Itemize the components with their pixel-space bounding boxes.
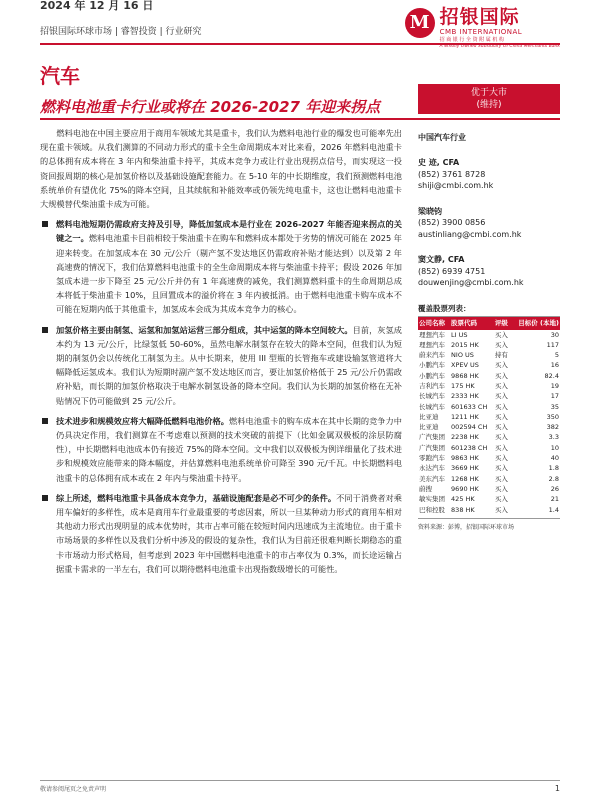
table-cell: 比亚迪 xyxy=(419,412,439,421)
table-cell: 16 xyxy=(550,361,559,370)
analyst-phone: (852) 3761 8728 xyxy=(418,169,486,179)
table-cell: 永达汽车 xyxy=(419,464,445,473)
table-cell: 1.4 xyxy=(548,505,559,514)
table-cell: 26 xyxy=(550,484,559,493)
report-title: 燃料电池重卡行业或将在 2026-2027 年迎来拐点 xyxy=(40,98,381,116)
footer-divider xyxy=(40,780,560,781)
table-header-row xyxy=(418,317,560,330)
table-row xyxy=(418,350,560,360)
table-row xyxy=(418,484,560,494)
table-cell: 买入 xyxy=(494,402,508,411)
table-cell: 002594 CH xyxy=(451,423,488,432)
table-cell: 350 xyxy=(546,412,559,421)
table-cell: 17 xyxy=(550,392,559,401)
table-cell: 5 xyxy=(554,351,559,360)
logo-icon: M xyxy=(405,8,435,38)
table-row xyxy=(418,463,560,473)
table-row xyxy=(418,330,560,340)
table-row xyxy=(418,402,560,412)
table-header-cell: 目标价 (本地) xyxy=(511,317,560,330)
square-bullet-icon xyxy=(42,495,48,501)
table-cell: 比亚迪 xyxy=(419,423,439,432)
table-cell: 长城汽车 xyxy=(419,402,445,411)
table-cell: 21 xyxy=(550,495,559,504)
rating-label: 优于大市 xyxy=(470,88,507,98)
table-cell: 3.3 xyxy=(548,433,559,442)
table-cell: NIO US xyxy=(451,351,474,360)
table-row xyxy=(418,453,560,463)
table-row xyxy=(418,391,560,401)
table-cell: 买入 xyxy=(494,340,508,349)
bullet-body: 燃料电池重卡目前相较于柴油重卡在购车和燃料成本都处于劣势的情况可能在 2025 年迎来转变。在加氢成本在 30 元/公斤（剔产氢不发达地区仍需政府补贴才能达到）以及第 2 年高速费的情况下，我们估算燃料电池重卡的全生命周期成本将与柴油重卡持平；假设 2026 年加氢成本进一步下降至 25 元/公斤并仍有 1 年高速费的减免，我们测算燃料重卡的生命周期总成本将低于柴油重卡 10%，且回置成本的溢价将在 3 年内被抵消。由于燃料电池重卡购车成本不可能在短期内低于其他重卡，加氢成本会成为其成本竞争力的核心。 xyxy=(56,233,402,315)
table-cell: LI US xyxy=(451,330,468,339)
table-cell: 吉利汽车 xyxy=(419,381,445,390)
table-cell: XPEV US xyxy=(451,361,479,370)
bullet-lead: 加氢价格主要由制氢、运氢和加氢站运营三部分组成，其中运氢的降本空间较大。 xyxy=(56,324,353,335)
sidebar xyxy=(418,84,560,531)
table-cell: 买入 xyxy=(494,433,508,442)
table-cell: 买入 xyxy=(494,423,508,432)
table-cell: 40 xyxy=(550,454,559,463)
section-title: 汽车 xyxy=(40,64,80,88)
table-cell: 82.4 xyxy=(544,371,559,380)
table-source: 资料来源：彭博，招银国际环球市场 xyxy=(418,518,560,531)
analyst-block xyxy=(418,254,560,289)
bullet-item xyxy=(40,491,402,576)
table-cell: 1.8 xyxy=(548,464,559,473)
table-cell: 敏实集团 xyxy=(419,495,445,504)
table-cell: 3669 HK xyxy=(451,464,479,473)
bullet-lead: 技术进步和规模效应将大幅降低燃料电池价格。 xyxy=(56,415,230,426)
table-cell: 175 HK xyxy=(451,381,475,390)
table-cell: 买入 xyxy=(494,495,508,504)
report-date: 2024 年 12 月 16 日 xyxy=(40,0,154,12)
table-row xyxy=(418,432,560,442)
table-cell: 长城汽车 xyxy=(419,392,445,401)
footer-disclaimer: 敬请参阅尾页之免责声明 xyxy=(40,786,107,793)
table-cell: 理想汽车 xyxy=(419,330,445,339)
table-cell: 蔚来汽车 xyxy=(419,351,445,360)
bullet-item xyxy=(40,323,402,408)
table-cell: 382 xyxy=(546,423,559,432)
table-cell: 838 HK xyxy=(451,505,475,514)
table-cell: 19 xyxy=(550,381,559,390)
bullet-body: 目前，灰氢成本约为 13 元/公斤，比绿氢低 50-60%，虽然电解水制氢存在较大的降本空间，但我们认为短期的制氢仍会以传统化工制氢为主。从中长期来，使用 III 型瓶的长管拖车或建设输氢管道将大幅降低运氢成本。我们认为短期时副产氢不发达地区而言，要让加氢价格低于 25 元/公斤仍需政府补贴，而长期的加氢价格取决于电解水制氢设备的降本空间。我们认为长期的加氢价格在无补贴情况下仍可能做到 25 元/公斤。 xyxy=(56,324,402,406)
table-cell: 601633 CH xyxy=(451,402,488,411)
table-cell: 买入 xyxy=(494,381,508,390)
square-bullet-icon xyxy=(42,221,48,227)
analyst-name: 梁晓钧 xyxy=(418,206,442,216)
analyst-email[interactable]: austinliang@cmbi.com.hk xyxy=(418,229,522,239)
bullet-body: 燃料电池重卡的购车成本在其中长期的竞争力中仍具决定作用，我们测算在不考虑难以预测的技术突破的前提下（比如金属双极板的涂层防腐性），中长期燃料电池成本仍有接近 75%的降本空间。文中我们以双极板为例详细量化了技术进步和规模效应能带来的降本幅度，并估算燃料电池系统单价可降至 390 元/千瓦。中长期燃料电池重卡的总体拥有成本或在 2 年内与柴油重卡持平。 xyxy=(56,415,402,483)
table-cell: 2333 HK xyxy=(451,392,479,401)
table-cell: 1268 HK xyxy=(451,474,479,483)
bullet-lead: 燃料电池短期仍需政府支持及引导，降低加氢成本是行业在 2026-2027 年能否迎来拐点的关键之一。 xyxy=(56,219,402,244)
table-header-cell: 公司名称 xyxy=(418,317,450,330)
table-row xyxy=(418,381,560,391)
table-cell: 理想汽车 xyxy=(419,340,445,349)
table-cell: 2015 HK xyxy=(451,340,479,349)
table-cell: 9690 HK xyxy=(451,484,479,493)
table-cell: 买入 xyxy=(494,412,508,421)
table-cell: 买入 xyxy=(494,474,508,483)
table-cell: 美东汽车 xyxy=(419,474,445,483)
table-cell: 持有 xyxy=(494,351,508,360)
table-cell: 601238 CH xyxy=(451,443,488,452)
bullet-body: 不同于消费者对乘用车偏好的多样性，成本是商用车行业最重要的考虑因素，所以一旦某种动力形式的商用车相对其他动力形式出现明显的成本优势时，其市占率可能在较短时间内迅速成为主流地位。由于重卡市场场景的多样性以及我们分析中涉及的假设的复杂性，我们认为目前还很难判断长期稳态的重卡市场动力形式格局，但考虑到 2023 年中国燃料电池重卡的市占率仅为 0.3%，而长途运输占据重卡需求的一半左右，我们可以期待燃料电池重卡出现指数级增长的可能性。 xyxy=(56,492,402,574)
table-row xyxy=(418,412,560,422)
table-cell: 零跑汽车 xyxy=(419,454,445,463)
table-cell: 买入 xyxy=(494,361,508,370)
table-cell: 小鹏汽车 xyxy=(419,361,445,370)
analyst-name: 史 迹, CFA xyxy=(418,158,460,167)
table-row xyxy=(418,371,560,381)
analyst-phone: (852) 6939 4751 xyxy=(418,266,486,276)
rating-badge xyxy=(418,84,560,114)
table-cell: 广汽集团 xyxy=(419,443,445,452)
bullet-item xyxy=(40,217,402,316)
main-body xyxy=(40,126,402,580)
table-cell: 425 HK xyxy=(451,495,475,504)
logo-tagline: A Wholly Owned Subsidiary Of China Merchants Bank xyxy=(439,44,560,49)
table-cell: 买入 xyxy=(494,443,508,452)
analyst-name: 窦文静, CFA xyxy=(418,255,465,264)
table-cell: 买入 xyxy=(494,392,508,401)
page-number: 1 xyxy=(554,784,560,793)
analyst-phone: (852) 3900 0856 xyxy=(418,218,486,227)
table-row xyxy=(418,505,560,515)
bullet-item xyxy=(40,414,402,485)
rating-sub: (维持) xyxy=(476,100,502,110)
table-header-cell: 股票代码 xyxy=(450,317,494,330)
table-cell: 9868 HK xyxy=(451,371,479,380)
table-cell: 小鹏汽车 xyxy=(419,371,445,380)
analyst-block xyxy=(418,206,560,241)
analyst-email[interactable]: shiji@cmbi.com.hk xyxy=(418,181,494,190)
table-row xyxy=(418,474,560,484)
table-cell: 10 xyxy=(550,443,559,452)
bullet-lead: 综上所述，燃料电池重卡具备成本竞争力，基础设施配套是必不可少的条件。 xyxy=(56,492,337,503)
table-cell: 买入 xyxy=(494,330,508,339)
table-cell: 买入 xyxy=(494,484,508,493)
table-row xyxy=(418,443,560,453)
logo-sub: 招 商 银 行 全 资 附 属 机 构 xyxy=(439,37,504,43)
table-cell: 买入 xyxy=(494,505,508,514)
table-cell: 买入 xyxy=(494,454,508,463)
table-cell: 买入 xyxy=(494,464,508,473)
table-cell: 30 xyxy=(550,330,559,339)
table-cell: 35 xyxy=(550,402,559,411)
table-cell: 9863 HK xyxy=(451,454,479,463)
breadcrumb: 招银国际环球市场 | 睿智投资 | 行业研究 xyxy=(40,27,202,37)
square-bullet-icon xyxy=(42,327,48,333)
table-cell: 巴和控股 xyxy=(419,505,445,514)
header-divider xyxy=(40,43,560,45)
table-cell: 2.8 xyxy=(548,474,559,483)
coverage-title: 覆盖股票列表： xyxy=(418,303,560,317)
table-cell: 买入 xyxy=(494,371,508,380)
table-row xyxy=(418,340,560,350)
table-cell: 广汽集团 xyxy=(419,433,445,442)
analyst-block xyxy=(418,157,560,192)
logo-cn: 招银国际 xyxy=(439,6,520,28)
table-row xyxy=(418,494,560,504)
square-bullet-icon xyxy=(42,418,48,424)
analyst-email[interactable]: douwenjing@cmbi.com.hk xyxy=(418,278,524,287)
table-cell: 蔚搜 xyxy=(419,484,432,493)
table-cell: 117 xyxy=(546,340,559,349)
industry-label: 中国汽车行业 xyxy=(418,133,466,142)
table-cell: 2238 HK xyxy=(451,433,479,442)
table-row xyxy=(418,360,560,370)
intro-paragraph: 燃料电池在中国主要应用于商用车领域尤其是重卡，我们认为燃料电池行业的爆发也可能率先出现在重卡领域。从我们测算的不同动力形式的重卡全生命周期成本对比来看，2026 年燃料电池重卡的总体拥有成本将在 3 年内和柴油重卡持平，其成本竞争力或让行业出现拐点信号，而实现这一投资回报周期的核心是加氢价格以及基础设施配套能力。在 5-10 年的中长期维度，我们预测燃料电池系统单价有望优化 75%的降本空间，且其续航和补能效率或仍领先纯电重卡，这也让燃料电池重卡大规模替代柴油重卡成为可能。 xyxy=(40,128,402,210)
table-cell: 1211 HK xyxy=(451,412,479,421)
table-row xyxy=(418,422,560,432)
logo-en: CMB INTERNATIONAL xyxy=(439,28,523,36)
table-header-cell: 评级 xyxy=(494,317,511,330)
coverage-table xyxy=(418,317,560,515)
